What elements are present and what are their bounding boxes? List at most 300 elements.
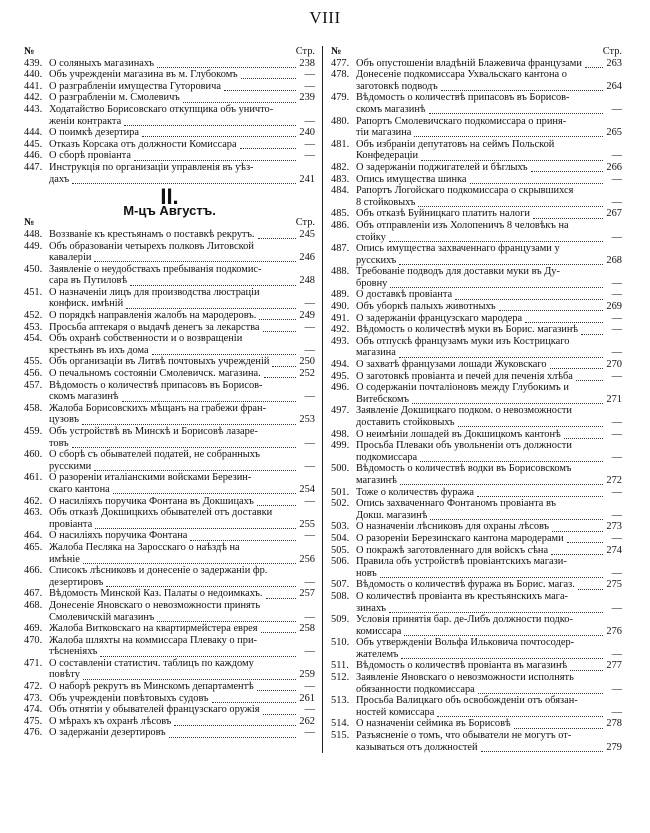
entry-page: 262 bbox=[299, 715, 315, 727]
entry-body bbox=[49, 380, 315, 403]
entry-last-line bbox=[356, 452, 622, 464]
entry-last-line bbox=[49, 496, 315, 508]
leader-dots bbox=[157, 613, 296, 622]
column-header bbox=[24, 46, 315, 58]
toc-entry bbox=[331, 266, 622, 289]
entry-page: — bbox=[611, 648, 622, 660]
entry-title-line: О назначеніи лицъ для производства люстраціи bbox=[49, 286, 260, 298]
entry-last-line bbox=[356, 707, 622, 719]
entry-last-line bbox=[356, 104, 622, 116]
entry-title-line: провіанта bbox=[49, 518, 93, 530]
entry-page: — bbox=[611, 277, 622, 289]
entry-last-line bbox=[356, 429, 622, 441]
toc-entry bbox=[331, 301, 622, 313]
entry-title-line: Разъясненіе о томъ, что обыватели не могутъ от- bbox=[356, 730, 572, 742]
entry-last-line bbox=[356, 197, 622, 209]
entry-title-line: Объ избраніи депутатовъ на сеймъ Польской bbox=[356, 138, 555, 150]
entry-last-line bbox=[356, 487, 622, 499]
entry-body bbox=[49, 264, 315, 287]
entry-body bbox=[49, 287, 315, 310]
entry-number: 491. bbox=[331, 312, 350, 324]
entry-body bbox=[356, 637, 622, 660]
entry-last-line bbox=[49, 229, 315, 241]
entry-page: 240 bbox=[299, 127, 315, 139]
entry-title-line: Смолевичскій магазинъ bbox=[49, 611, 155, 623]
entry-title-line: дахъ bbox=[49, 173, 70, 185]
entry-page: 274 bbox=[606, 544, 622, 556]
entry-title-line: дезертировъ bbox=[49, 576, 104, 588]
entry-title-line: Объ отпускѣ французамъ муки изъ Кострицкаго bbox=[356, 335, 570, 347]
entry-title-line: О задержаніи поджигателей и бѣглыхъ bbox=[356, 161, 528, 173]
entry-number: 495. bbox=[331, 370, 350, 382]
entry-title-line: Вѣдомость о количествѣ муки въ Борис. магазинѣ bbox=[356, 324, 579, 336]
toc-entry bbox=[331, 313, 622, 325]
entry-body bbox=[356, 545, 622, 557]
leader-dots bbox=[224, 82, 296, 91]
entry-body bbox=[356, 185, 622, 208]
leader-dots bbox=[552, 523, 603, 532]
leader-dots bbox=[183, 94, 296, 103]
entry-number: 500. bbox=[331, 463, 350, 475]
entry-title-line: Жалоба шляхты на коммиссара Плеваку о при- bbox=[49, 634, 257, 646]
entry-page: 250 bbox=[299, 356, 315, 368]
entry-title-line: Конфедераціи bbox=[356, 150, 419, 162]
entry-number: 454. bbox=[24, 333, 43, 345]
entry-page: — bbox=[611, 150, 622, 162]
entry-body bbox=[356, 695, 622, 718]
toc-entry bbox=[331, 243, 622, 266]
toc-entry bbox=[331, 545, 622, 557]
entry-last-line bbox=[49, 519, 315, 531]
toc-entry bbox=[331, 92, 622, 115]
leader-dots bbox=[261, 624, 296, 633]
entry-body bbox=[356, 359, 622, 371]
leader-dots bbox=[399, 349, 603, 358]
leader-dots bbox=[551, 546, 603, 555]
entry-page: 276 bbox=[606, 625, 622, 637]
entry-title-line: Просьба Валицкаго объ освобожденіи отъ обязан- bbox=[356, 695, 578, 707]
entry-page: — bbox=[304, 138, 315, 150]
entry-number: 455. bbox=[24, 356, 43, 368]
toc-entry bbox=[24, 542, 315, 565]
entry-page: — bbox=[611, 451, 622, 463]
entry-number: 485. bbox=[331, 208, 350, 220]
entry-number: 488. bbox=[331, 266, 350, 278]
entry-page: — bbox=[611, 486, 622, 498]
entry-title-line: Вѣдомость о количествѣ водки въ Борисовскомъ bbox=[356, 463, 572, 475]
entry-number: 504. bbox=[331, 532, 350, 544]
toc-entry bbox=[24, 333, 315, 356]
entry-page: — bbox=[304, 437, 315, 449]
entry-page: — bbox=[611, 173, 622, 185]
entry-number: 460. bbox=[24, 449, 43, 461]
entry-last-line bbox=[356, 359, 622, 371]
entry-page: 254 bbox=[299, 483, 315, 495]
entry-page: — bbox=[304, 344, 315, 356]
entry-last-line bbox=[49, 92, 315, 104]
entry-body bbox=[356, 463, 622, 486]
entry-last-line bbox=[356, 324, 622, 336]
entry-body bbox=[356, 208, 622, 220]
leader-dots bbox=[429, 105, 603, 114]
toc-entry bbox=[24, 380, 315, 403]
entry-number: 502. bbox=[331, 498, 350, 510]
entry-page: 252 bbox=[299, 368, 315, 380]
leader-dots bbox=[241, 70, 296, 79]
entry-body bbox=[356, 139, 622, 162]
entry-page: — bbox=[304, 150, 315, 162]
toc-entry bbox=[331, 579, 622, 591]
entry-last-line bbox=[49, 81, 315, 93]
toc-entry bbox=[331, 533, 622, 545]
entry-title-line: магазина bbox=[356, 347, 396, 359]
entry-title-line: О соляныхъ магазинахъ bbox=[49, 57, 155, 69]
entry-body bbox=[356, 174, 622, 186]
toc-entry bbox=[24, 150, 315, 162]
entry-number: 461. bbox=[24, 472, 43, 484]
entry-number: 480. bbox=[331, 115, 350, 127]
entry-last-line bbox=[49, 727, 315, 739]
entry-page: — bbox=[304, 460, 315, 472]
toc-entry bbox=[24, 104, 315, 127]
entry-number: 510. bbox=[331, 637, 350, 649]
entry-title-line: Правила объ устройствѣ провіантскихъ магази- bbox=[356, 556, 567, 568]
entry-title-line: Донесеніе подкомиссара Ухвальскаго кантона о bbox=[356, 69, 567, 81]
leader-dots bbox=[414, 128, 603, 137]
page-header: Стр. bbox=[295, 46, 315, 57]
entry-body bbox=[49, 693, 315, 705]
entry-last-line bbox=[49, 646, 315, 658]
entry-title-line: Заявленіе Яновскаго о невозможности исполнять bbox=[356, 672, 574, 684]
entry-title-line: Объ образованіи четырехъ полковъ Литовской bbox=[49, 240, 254, 252]
entry-number: 501. bbox=[331, 486, 350, 498]
entry-body bbox=[356, 382, 622, 405]
entry-page: 272 bbox=[606, 474, 622, 486]
entry-title-line: Жалоба Борисовскихъ мѣщанъ на грабежи фран- bbox=[49, 402, 267, 414]
entry-last-line bbox=[49, 139, 315, 151]
entry-number: 479. bbox=[331, 92, 350, 104]
entry-title-line: Опись имущества захваченнаго французами у bbox=[356, 243, 560, 255]
toc-entry bbox=[24, 727, 315, 739]
toc-entry bbox=[331, 672, 622, 695]
entry-title-line: Объ учрежденіи повѣтовыхъ судовъ bbox=[49, 692, 209, 704]
leader-dots bbox=[525, 314, 603, 323]
entry-last-line bbox=[49, 322, 315, 334]
toc-entry bbox=[331, 371, 622, 383]
entry-body bbox=[49, 635, 315, 658]
toc-entry bbox=[24, 716, 315, 728]
toc-entry bbox=[331, 58, 622, 70]
toc-entry bbox=[331, 521, 622, 533]
toc-entry bbox=[331, 336, 622, 359]
entry-last-line bbox=[356, 394, 622, 406]
entry-body bbox=[356, 313, 622, 325]
entry-title-line: О неимѣніи лошадей въ Докшицкомъ кантонѣ bbox=[356, 428, 561, 440]
entry-last-line bbox=[356, 579, 622, 591]
entry-last-line bbox=[49, 356, 315, 368]
entry-body bbox=[49, 704, 315, 716]
entry-number: 447. bbox=[24, 161, 43, 173]
entry-number: 507. bbox=[331, 579, 350, 591]
entry-page: — bbox=[304, 321, 315, 333]
entry-title-line: 8 стойковыхъ bbox=[356, 196, 416, 208]
entry-title-line: Вѣдомость о количествѣ провіанта въ магазинѣ bbox=[356, 660, 568, 672]
entry-title-line: новъ bbox=[356, 567, 377, 579]
entry-last-line bbox=[49, 588, 315, 600]
entry-number: 513. bbox=[331, 695, 350, 707]
toc-entry bbox=[24, 507, 315, 530]
entry-title-line: Объ учрежденіи магазина въ м. Глубокомъ bbox=[49, 69, 238, 81]
entry-title-line: цузовъ bbox=[49, 414, 80, 426]
entry-body bbox=[356, 730, 622, 753]
entry-title-line: скомъ магазинѣ bbox=[49, 391, 119, 403]
entry-number: 496. bbox=[331, 382, 350, 394]
entry-body bbox=[49, 727, 315, 739]
entry-title-line: зинахъ bbox=[356, 602, 387, 614]
entry-title-line: Объ отказѣ Буйницкаго платить налоги bbox=[356, 208, 530, 220]
entry-page: — bbox=[611, 347, 622, 359]
toc-entry bbox=[331, 591, 622, 614]
entry-title-line: О количествѣ провіанта въ крестьянскихъ мага- bbox=[356, 590, 569, 602]
entry-title-line: магазинѣ bbox=[356, 474, 397, 486]
entry-number: 497. bbox=[331, 405, 350, 417]
entry-page: 261 bbox=[299, 692, 315, 704]
toc-entry bbox=[331, 139, 622, 162]
entry-page: — bbox=[304, 298, 315, 310]
entry-page: — bbox=[611, 196, 622, 208]
entry-page: — bbox=[611, 532, 622, 544]
entry-title-line: доставить стойковыхъ bbox=[356, 417, 455, 428]
toc-entry bbox=[24, 403, 315, 426]
entry-number: 508. bbox=[331, 590, 350, 602]
entry-last-line bbox=[49, 577, 315, 589]
entry-page: 269 bbox=[606, 301, 622, 313]
entry-last-line bbox=[356, 603, 622, 615]
entry-title-line: О насиліяхъ поручика Фонтана въ Докшицахъ bbox=[49, 495, 254, 507]
entry-last-line bbox=[49, 554, 315, 566]
entry-page: 253 bbox=[299, 414, 315, 426]
entry-body bbox=[49, 92, 315, 104]
entry-page: 279 bbox=[606, 741, 622, 753]
entry-title-line: О заготовкѣ провіанта и печей для печенія хлѣба bbox=[356, 370, 573, 382]
entry-number: 489. bbox=[331, 289, 350, 301]
column-header bbox=[24, 217, 315, 229]
entry-number: 477. bbox=[331, 57, 350, 69]
entry-number: 452. bbox=[24, 310, 43, 322]
entry-page: — bbox=[611, 103, 622, 115]
toc-entry bbox=[24, 704, 315, 716]
leader-dots bbox=[578, 581, 603, 590]
leader-dots bbox=[458, 418, 603, 427]
leader-dots bbox=[142, 128, 296, 137]
leader-dots bbox=[564, 430, 603, 439]
entry-page: — bbox=[304, 611, 315, 623]
leader-dots bbox=[404, 627, 603, 636]
toc-entry bbox=[24, 496, 315, 508]
entry-title-line: Инструкція по организаціи управленія въ уѣз- bbox=[49, 161, 254, 173]
entry-title-line: О мѣрахъ къ охранѣ лѣсовъ bbox=[49, 715, 172, 727]
entry-body bbox=[49, 426, 315, 449]
leader-dots bbox=[100, 648, 296, 657]
entry-page: — bbox=[611, 231, 622, 243]
entry-number: 466. bbox=[24, 565, 43, 577]
entry-body bbox=[356, 487, 622, 499]
entry-last-line bbox=[356, 742, 622, 754]
entry-page: — bbox=[304, 576, 315, 588]
entry-title-line: Воззваніе къ крестьянамъ о поставкѣ рекрутъ. bbox=[49, 228, 255, 240]
entry-page: 259 bbox=[299, 669, 315, 681]
entry-last-line bbox=[49, 58, 315, 70]
entry-number: 487. bbox=[331, 243, 350, 255]
toc-entry bbox=[331, 660, 622, 672]
entry-page: — bbox=[304, 391, 315, 403]
toc-entry bbox=[331, 289, 622, 301]
number-header: № bbox=[24, 46, 35, 57]
entry-number: 446. bbox=[24, 150, 43, 162]
entry-body bbox=[49, 104, 315, 127]
entry-last-line bbox=[356, 162, 622, 174]
toc-entry bbox=[331, 69, 622, 92]
entry-number: 498. bbox=[331, 428, 350, 440]
entries-list bbox=[24, 229, 315, 739]
leader-dots bbox=[124, 117, 296, 126]
section-heading: II. bbox=[160, 184, 179, 210]
entry-page: 265 bbox=[606, 127, 622, 139]
number-header: № bbox=[24, 217, 35, 229]
leader-dots bbox=[570, 662, 603, 671]
entry-body bbox=[356, 429, 622, 441]
toc-entry bbox=[331, 487, 622, 499]
leader-dots bbox=[259, 311, 296, 320]
entry-title-line: Ходатайство Борисовскаго откупщика объ уничто- bbox=[49, 103, 274, 115]
leader-dots bbox=[257, 497, 296, 506]
entry-title-line: Докш. магазинѣ bbox=[356, 509, 428, 521]
entry-body bbox=[49, 310, 315, 322]
toc-entry bbox=[24, 623, 315, 635]
entry-title-line: О разграбленіи имущества Гуторовича bbox=[49, 80, 221, 92]
toc-entry bbox=[331, 405, 622, 428]
entry-title-line: Вѣдомость о количествѣ припасовъ въ Борисов- bbox=[356, 92, 570, 104]
leader-dots bbox=[401, 650, 603, 659]
entry-last-line bbox=[356, 174, 622, 186]
entry-title-line: сара въ Путиловѣ bbox=[49, 275, 128, 287]
leader-dots bbox=[430, 511, 603, 520]
leader-dots bbox=[174, 717, 296, 726]
entry-title-line: Вѣдомость о количествѣ припасовъ въ Борисов- bbox=[49, 379, 263, 391]
entry-number: 469. bbox=[24, 623, 43, 635]
toc-entry bbox=[331, 730, 622, 753]
entry-number: 439. bbox=[24, 57, 43, 69]
leader-dots bbox=[533, 210, 603, 219]
entry-title-line: бровну bbox=[356, 277, 388, 289]
entry-number: 515. bbox=[331, 730, 350, 742]
entry-title-line: О покражѣ заготовленнаго для войскъ сѣна bbox=[356, 544, 549, 556]
leader-dots bbox=[94, 462, 296, 471]
entry-page: — bbox=[304, 727, 315, 739]
entry-body bbox=[356, 301, 622, 313]
entry-title-line: Вѣдомость о количествѣ фуража въ Борис. магаз. bbox=[356, 579, 575, 591]
leader-dots bbox=[576, 372, 603, 381]
leader-dots bbox=[130, 277, 296, 286]
entry-page: 238 bbox=[299, 57, 315, 69]
entry-title-line: Объ отправленіи изъ Холопеничъ 8 человѣкъ на bbox=[356, 219, 569, 231]
entry-page: — bbox=[611, 602, 622, 614]
entry-body bbox=[49, 356, 315, 368]
leader-dots bbox=[380, 569, 603, 578]
entry-number: 453. bbox=[24, 321, 43, 333]
entry-title-line: О задержаніи французскаго мародера bbox=[356, 312, 523, 324]
leader-dots bbox=[412, 395, 603, 404]
entry-body bbox=[49, 588, 315, 600]
entry-title-line: подкомиссара bbox=[356, 451, 418, 463]
toc-entry bbox=[24, 264, 315, 287]
entry-title-line: Отказъ Корсака отъ должности Комиссара bbox=[49, 138, 237, 150]
entry-body bbox=[356, 718, 622, 730]
entry-title-line: О сборѣ провіанта bbox=[49, 150, 131, 162]
entry-last-line bbox=[49, 116, 315, 128]
entry-last-line bbox=[49, 669, 315, 681]
entry-number: 503. bbox=[331, 521, 350, 533]
toc-entry bbox=[24, 322, 315, 334]
toc-entry bbox=[331, 637, 622, 660]
toc-entry bbox=[24, 588, 315, 600]
leader-dots bbox=[470, 175, 603, 184]
entry-page: — bbox=[304, 530, 315, 542]
entry-last-line bbox=[49, 174, 315, 186]
entry-number: 490. bbox=[331, 301, 350, 313]
entry-body bbox=[356, 324, 622, 336]
entry-last-line bbox=[49, 127, 315, 139]
entry-title-line: скомъ магазинѣ bbox=[356, 103, 426, 115]
entry-page: — bbox=[611, 370, 622, 382]
entry-title-line: О наборѣ рекрутъ въ Минскомъ департаментѣ bbox=[49, 681, 254, 693]
entry-last-line bbox=[356, 533, 622, 545]
entry-title-line: обязанности подкомиссара bbox=[356, 683, 475, 695]
leader-dots bbox=[585, 59, 603, 68]
entry-title-line: русскихъ bbox=[356, 254, 397, 266]
toc-entry bbox=[24, 658, 315, 681]
entry-body bbox=[356, 579, 622, 591]
toc-entry bbox=[24, 81, 315, 93]
toc-entry bbox=[24, 58, 315, 70]
entry-number: 486. bbox=[331, 219, 350, 231]
entry-page: 256 bbox=[299, 553, 315, 565]
entry-last-line bbox=[356, 81, 622, 93]
entry-title-line: женіи контракта bbox=[49, 115, 122, 127]
entry-number: 512. bbox=[331, 672, 350, 684]
entry-body bbox=[356, 556, 622, 579]
entry-last-line bbox=[49, 310, 315, 322]
leader-dots bbox=[399, 256, 603, 265]
leader-dots bbox=[152, 346, 296, 355]
entry-number: 464. bbox=[24, 530, 43, 542]
entry-page: — bbox=[611, 312, 622, 324]
entry-number: 514. bbox=[331, 718, 350, 730]
toc-entry bbox=[24, 600, 315, 623]
toc-entry bbox=[331, 556, 622, 579]
page-header: Стр. bbox=[602, 46, 622, 57]
entry-title-line: О составленіи статистич. таблицъ по каждому bbox=[49, 657, 254, 669]
leader-dots bbox=[212, 694, 297, 703]
entry-page: 241 bbox=[299, 173, 315, 185]
toc-entry bbox=[331, 185, 622, 208]
entry-last-line bbox=[49, 484, 315, 496]
toc-entry bbox=[24, 693, 315, 705]
entry-title-line: Жалоба Витковскаго на квартирмейстера еврея bbox=[49, 623, 258, 635]
entry-last-line bbox=[49, 704, 315, 716]
entry-number: 494. bbox=[331, 359, 350, 371]
entry-title-line: Донесеніе Яновскаго о невозможности принять bbox=[49, 599, 261, 611]
